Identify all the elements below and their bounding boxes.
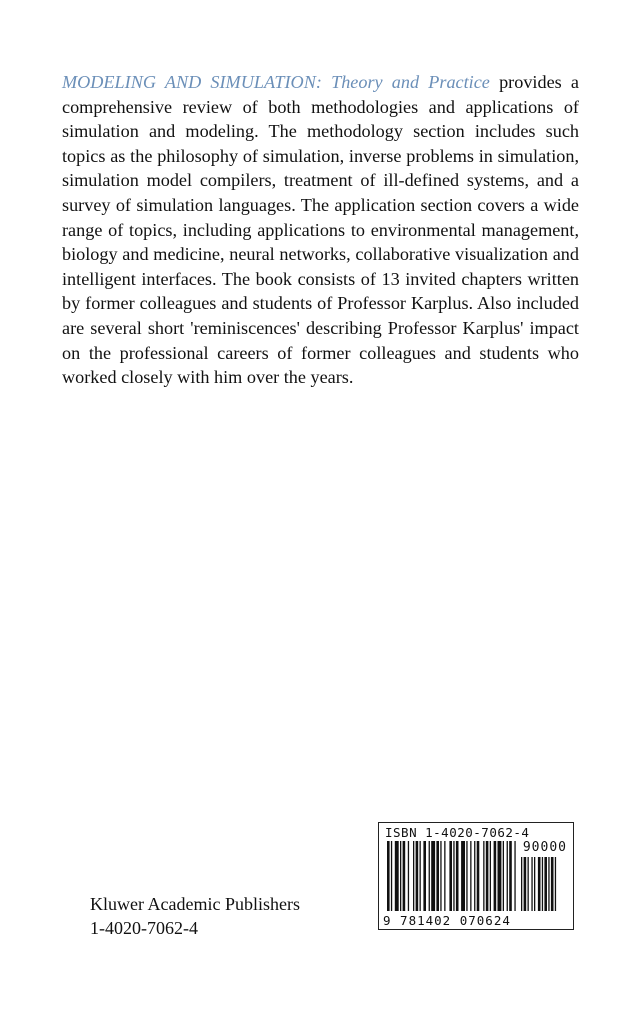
barcode-bar: [470, 841, 471, 911]
barcode-bar: [461, 841, 465, 911]
barcode-bar: [483, 841, 484, 911]
barcode-addon-bar: [544, 857, 547, 911]
publisher-isbn: 1-4020-7062-4: [90, 918, 198, 938]
barcode-bar: [436, 841, 439, 911]
barcode-bar: [474, 841, 475, 911]
barcode-bar: [503, 841, 504, 911]
barcode-addon-bar: [555, 857, 556, 911]
barcode-addon-bar: [542, 857, 543, 911]
barcode-bar: [514, 841, 515, 911]
barcode-bar: [444, 841, 445, 911]
barcode-bar: [429, 841, 430, 911]
publisher-name: Kluwer Academic Publishers: [90, 894, 300, 914]
barcode-isbn-label: ISBN 1-4020-7062-4: [385, 825, 530, 840]
barcode-bar: [413, 841, 414, 911]
barcode-bar: [456, 841, 459, 911]
barcode-price-code: 90000: [522, 840, 567, 855]
barcode-bar: [449, 841, 452, 911]
barcode-addon-bar: [531, 857, 532, 911]
barcode-bar: [395, 841, 399, 911]
barcode-addon-bar: [524, 857, 527, 911]
barcode-addon-bar: [528, 857, 529, 911]
barcode-bar: [403, 841, 406, 911]
barcode-bar: [423, 841, 426, 911]
barcode-bar: [466, 841, 467, 911]
barcode-ean-digits: 9 781402 070624: [383, 913, 511, 928]
barcode-bar: [498, 841, 502, 911]
blurb-text: provides a comprehensive review of both methodologies and applications of simulation and modeling. The methodology section includes such topics as the philosophy of simulation, inverse problems in simulation, simulation model compilers, treatment of ill-defined systems, and a survey of simulation languages. The application section covers a wide range of topics, including applications to environmental management, biology and medicine, neural networks, collaborative visualization and intelligent interfaces. The book consists of 13 invited chapters written by former colleagues and students of Professor Karplus. Also included are several short 'reminiscences' describing Professor Karplus' impact on the professional careers of former colleagues and students who worked closely with him over the years.: [62, 72, 579, 388]
book-title: MODELING AND SIMULATION: Theory and Practice: [62, 72, 490, 92]
barcode-bar: [387, 841, 390, 911]
barcode-bar: [400, 841, 401, 911]
barcode-bar: [391, 841, 392, 911]
barcode-bar: [420, 841, 421, 911]
barcode-bar: [431, 841, 435, 911]
barcode-bar: [507, 841, 508, 911]
barcode-bar: [416, 841, 419, 911]
barcode-bar: [494, 841, 497, 911]
barcode-bar: [490, 841, 491, 911]
barcode-addon-bar: [538, 857, 541, 911]
barcode: [378, 822, 574, 930]
barcode-bar: [453, 841, 454, 911]
barcode-bar: [408, 841, 409, 911]
publisher-block: [90, 892, 300, 940]
barcode-addon-bar: [521, 857, 522, 911]
barcode-bar: [440, 841, 441, 911]
barcode-bar: [477, 841, 480, 911]
barcode-addon-bar: [548, 857, 549, 911]
barcode-addon-bar: [534, 857, 535, 911]
barcode-bar: [486, 841, 489, 911]
barcode-bar: [509, 841, 512, 911]
back-cover-blurb: [62, 70, 579, 390]
barcode-addon-bar: [551, 857, 554, 911]
